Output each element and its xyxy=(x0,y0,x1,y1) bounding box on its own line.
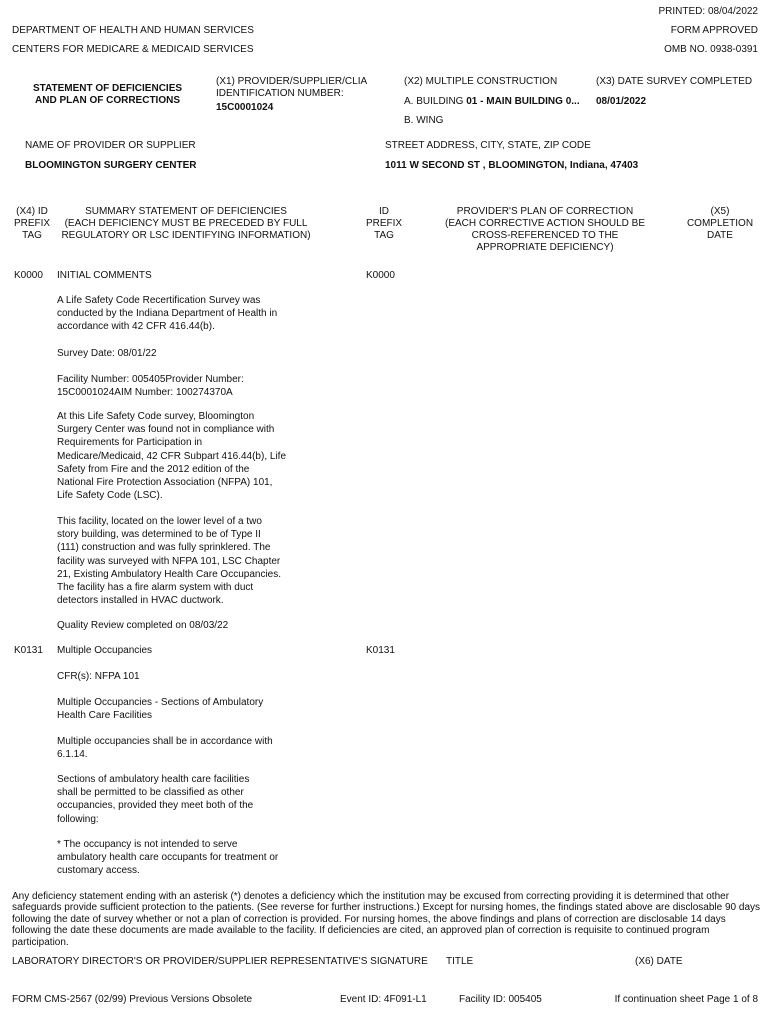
paragraph-quality-review: Quality Review completed on 08/03/22 xyxy=(57,620,229,631)
omb-number: OMB NO. 0938-0391 xyxy=(664,44,758,55)
x5-header-line3: DATE xyxy=(707,230,733,241)
x2-building-value: 01 - MAIN BUILDING 0... xyxy=(466,96,580,107)
address-label: STREET ADDRESS, CITY, STATE, ZIP CODE xyxy=(385,140,591,151)
plan-header-line2: (EACH CORRECTIVE ACTION SHOULD BE xyxy=(444,218,646,229)
statement-title-line1: STATEMENT OF DEFICIENCIES xyxy=(32,83,183,94)
paragraph-facility-description: This facility, located on the lower level of a two story building, was determined to be of Type II (111) construction and was fully sprinklered. The facility was surveyed with NFPA 101, LSC Chapter 21, Existing Ambulatory Health Care Occupancies. The facility has a fire alarm system with duct detectors installed in HVAC ductwork. xyxy=(57,516,281,607)
page-info: If continuation sheet Page 1 of 8 xyxy=(614,994,758,1005)
x2-label: (X2) MULTIPLE CONSTRUCTION xyxy=(404,76,558,87)
x3-label: (X3) DATE SURVEY COMPLETED xyxy=(596,76,753,87)
paragraph-multiple-occupancies-rule: Multiple occupancies shall be in accordance with 6.1.14. xyxy=(57,736,273,761)
x5-header-line2: COMPLETION xyxy=(686,218,754,229)
paragraph-facility-number: Facility Number: 005405Provider Number: 15C0001024AIM Number: 100274370A xyxy=(57,374,244,399)
provider-address: 1011 W SECOND ST , BLOOMINGTON, Indiana, 47403 xyxy=(385,160,639,171)
paragraph-survey-intro: A Life Safety Code Recertification Survey was conducted by the Indiana Department of Health in accordance with 42 CFR 416.44(b). xyxy=(57,295,278,333)
paragraph-sections-heading: Multiple Occupancies - Sections of Ambulatory Health Care Facilities xyxy=(57,697,264,722)
provider-name-label: NAME OF PROVIDER OR SUPPLIER xyxy=(25,140,196,151)
x2-wing: B. WING xyxy=(404,115,444,126)
x1-identification-number: 15C0001024 xyxy=(216,102,274,113)
initial-comments-title: INITIAL COMMENTS xyxy=(57,270,152,281)
x2-building xyxy=(404,95,580,108)
paragraph-sections-classified: Sections of ambulatory health care facilities shall be permitted to be classified as other occupancies, provided they meet both of the following: xyxy=(57,774,254,825)
x4-header-line1: (X4) ID xyxy=(16,206,48,217)
x4-header-line2: PREFIX xyxy=(13,218,51,229)
summary-header-line1: SUMMARY STATEMENT OF DEFICIENCIES xyxy=(85,206,287,217)
id-header-line1: ID xyxy=(379,206,389,217)
summary-header-line2: (EACH DEFICIENCY MUST BE PRECEDED BY FULL xyxy=(64,218,308,229)
statement-title-line2: AND PLAN OF CORRECTIONS xyxy=(35,95,180,106)
signature-label: LABORATORY DIRECTOR'S OR PROVIDER/SUPPLIER REPRESENTATIVE'S SIGNATURE xyxy=(12,956,428,967)
plan-header-line4: APPROPRIATE DEFICIENCY) xyxy=(476,242,614,253)
tag-k0000: K0000 xyxy=(14,270,43,281)
paragraph-compliance: At this Life Safety Code survey, Bloomington Surgery Center was found not in compliance with Requirements for Participation in Medicare/Medicaid, 42 CFR Subpart 416.44(b), Life Safety from Fire and the 2012 edition of the National Fire Protection Association (NFPA) 101, Life Safety Code (LSC). xyxy=(57,411,287,502)
printed-date: PRINTED: 08/04/2022 xyxy=(658,6,758,17)
plan-header-line3: CROSS-REFERENCED TO THE xyxy=(471,230,619,241)
plan-header-line1: PROVIDER'S PLAN OF CORRECTION xyxy=(456,206,634,217)
x1-label-line2: IDENTIFICATION NUMBER: xyxy=(216,88,344,99)
department-name: DEPARTMENT OF HEALTH AND HUMAN SERVICES xyxy=(12,25,254,36)
tag-k0131-right: K0131 xyxy=(366,645,395,656)
id-header-line2: PREFIX xyxy=(365,218,403,229)
x5-header-line1: (X5) xyxy=(710,206,730,217)
x6-date-label: (X6) DATE xyxy=(635,956,683,967)
form-approved: FORM APPROVED xyxy=(670,25,758,36)
title-label: TITLE xyxy=(446,956,474,967)
provider-name: BLOOMINGTON SURGERY CENTER xyxy=(25,160,197,171)
tag-k0000-right: K0000 xyxy=(366,270,395,281)
x1-label-line1: (X1) PROVIDER/SUPPLIER/CLIA xyxy=(216,76,368,87)
x3-date-survey-completed: 08/01/2022 xyxy=(596,96,647,107)
paragraph-survey-date: Survey Date: 08/01/22 xyxy=(57,348,157,359)
summary-header-line3: REGULATORY OR LSC IDENTIFYING INFORMATION) xyxy=(61,230,311,241)
deficiency-disclaimer: Any deficiency statement ending with an asterisk (*) denotes a deficiency which the institution may be excused from correcting providing it is determined that other safeguards provide sufficient protection to the patients. (See reverse for further instructions.) Except for nursing homes, the findings stated above are disclosable 90 days following the date of survey whether or not a plan of correction is provided. For nursing homes, the above findings and plans of correction are disclosable 14 days following the date these documents are made available to the facility. If deficiencies are cited, an approved plan of correction is requisite to continued program participation. xyxy=(12,891,761,948)
tag-k0131: K0131 xyxy=(14,645,43,656)
paragraph-cfr: CFR(s): NFPA 101 xyxy=(57,671,140,682)
centers-name: CENTERS FOR MEDICARE & MEDICAID SERVICES xyxy=(12,44,254,55)
form-id: FORM CMS-2567 (02/99) Previous Versions Obsolete xyxy=(12,994,253,1005)
event-id: Event ID: 4F091-L1 xyxy=(340,994,427,1005)
facility-id: Facility ID: 005405 xyxy=(459,994,542,1005)
paragraph-occupancy-condition: * The occupancy is not intended to serve ambulatory health care occupants for treatment or customary access. xyxy=(57,839,279,877)
multiple-occupancies-title: Multiple Occupancies xyxy=(57,645,153,656)
id-header-line3: TAG xyxy=(374,230,394,241)
x4-header-line3: TAG xyxy=(22,230,42,241)
x2-building-label: A. BUILDING xyxy=(404,96,464,107)
